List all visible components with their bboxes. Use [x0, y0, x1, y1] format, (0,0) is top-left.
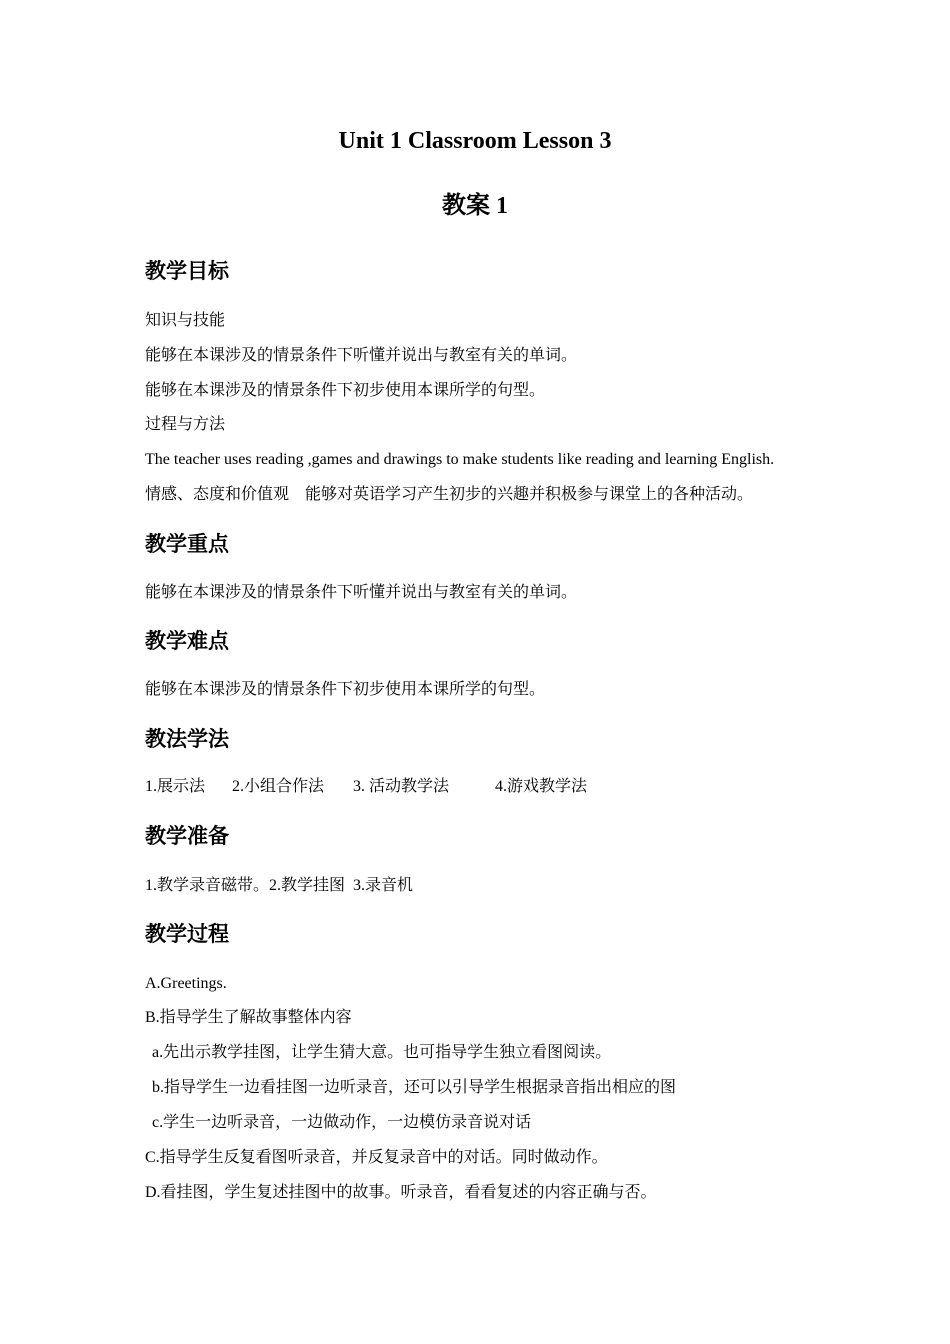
- methods-list: [145, 776, 587, 798]
- document-subtitle: 教案 1: [442, 193, 508, 219]
- goals-process-text: The teacher uses reading ,games and drawings to make students like reading and learning English.: [145, 451, 775, 468]
- goals-knowledge-label: 知识与技能: [145, 312, 226, 329]
- method-item: 4.游戏教学法: [495, 778, 588, 795]
- goals-process-label: 过程与方法: [145, 416, 226, 433]
- section-heading-key-points: 教学重点: [145, 532, 229, 556]
- preparation-text: 1.教学录音磁带。2.教学挂图 3.录音机: [145, 877, 414, 894]
- section-heading-process: 教学过程: [145, 922, 229, 946]
- method-item: 3. 活动教学法: [353, 778, 450, 795]
- method-item: 2.小组合作法: [232, 778, 325, 795]
- section-heading-methods: 教法学法: [145, 727, 229, 751]
- document-title: Unit 1 Classroom Lesson 3: [338, 128, 612, 154]
- section-heading-difficulties: 教学难点: [145, 629, 229, 653]
- process-substep: a.先出示教学挂图，让学生猜大意。也可指导学生独立看图阅读。: [152, 1044, 612, 1061]
- process-step: B.指导学生了解故事整体内容: [145, 1009, 352, 1026]
- process-step: D.看挂图，学生复述挂图中的故事。听录音，看看复述的内容正确与否。: [145, 1184, 657, 1201]
- goals-knowledge-2: 能够在本课涉及的情景条件下初步使用本课所学的句型。: [145, 382, 546, 399]
- process-step: C.指导学生反复看图听录音，并反复录音中的对话。同时做动作。: [145, 1149, 608, 1166]
- goals-knowledge-1: 能够在本课涉及的情景条件下听懂并说出与教室有关的单词。: [145, 347, 578, 364]
- key-points-text: 能够在本课涉及的情景条件下听懂并说出与教室有关的单词。: [145, 584, 578, 601]
- process-step: A.Greetings.: [145, 975, 227, 992]
- section-heading-goals: 教学目标: [145, 259, 229, 283]
- difficulties-text: 能够在本课涉及的情景条件下初步使用本课所学的句型。: [145, 681, 546, 698]
- method-item: 1.展示法: [145, 778, 206, 795]
- process-substep: b.指导学生一边看挂图一边听录音，还可以引导学生根据录音指出相应的图: [152, 1079, 677, 1096]
- section-heading-preparation: 教学准备: [145, 824, 229, 848]
- process-substep: c.学生一边听录音，一边做动作，一边模仿录音说对话: [152, 1114, 532, 1131]
- goals-attitude-text: 情感、态度和价值观 能够对英语学习产生初步的兴趣并积极参与课堂上的各种活动。: [145, 486, 754, 503]
